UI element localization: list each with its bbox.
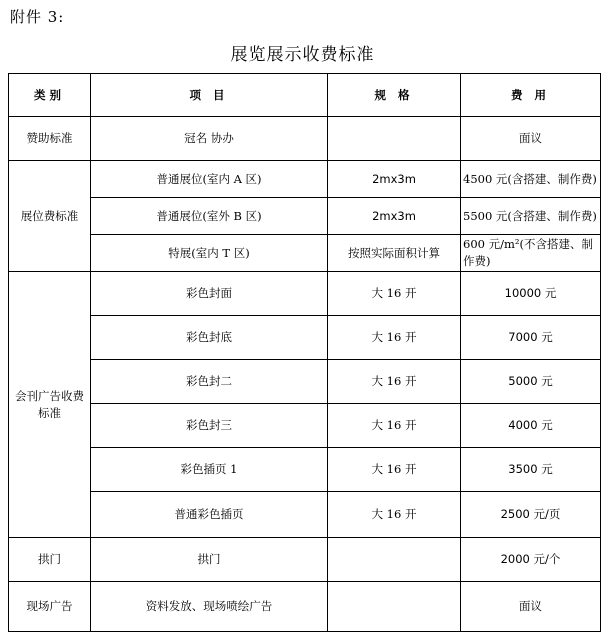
fee-cell: 2000 元/个 bbox=[461, 538, 601, 582]
table-row bbox=[9, 360, 601, 404]
header-spec: 规 格 bbox=[328, 74, 461, 117]
header-fee: 费 用 bbox=[461, 74, 601, 117]
fee-cell: 600 元/m²(不含搭建、制作费) bbox=[461, 235, 601, 272]
table-row bbox=[9, 404, 601, 448]
table-row bbox=[9, 582, 601, 632]
item-cell: 特展(室内 T 区) bbox=[91, 235, 328, 272]
item-cell: 彩色封三 bbox=[91, 404, 328, 448]
spec-cell: 大 16 开 bbox=[328, 492, 461, 538]
table-row bbox=[9, 492, 601, 538]
item-cell: 彩色封面 bbox=[91, 272, 328, 316]
spec-cell: 大 16 开 bbox=[328, 448, 461, 492]
spec-cell: 按照实际面积计算 bbox=[328, 235, 461, 272]
item-cell: 彩色封二 bbox=[91, 360, 328, 404]
table-row bbox=[9, 316, 601, 360]
spec-cell: 2mx3m bbox=[328, 161, 461, 198]
fee-cell: 5000 元 bbox=[461, 360, 601, 404]
fee-cell: 3500 元 bbox=[461, 448, 601, 492]
item-cell: 资料发放、现场喷绘广告 bbox=[91, 582, 328, 632]
spec-cell: 大 16 开 bbox=[328, 316, 461, 360]
fee-cell: 面议 bbox=[461, 117, 601, 161]
fee-cell: 2500 元/页 bbox=[461, 492, 601, 538]
item-cell: 普通展位(室内 A 区) bbox=[91, 161, 328, 198]
table-row bbox=[9, 538, 601, 582]
table-row bbox=[9, 161, 601, 198]
category-cell: 现场广告 bbox=[9, 582, 91, 632]
category-cell: 会刊广告收费标准 bbox=[9, 272, 91, 538]
spec-cell: 大 16 开 bbox=[328, 404, 461, 448]
item-cell: 彩色封底 bbox=[91, 316, 328, 360]
table-row bbox=[9, 198, 601, 235]
spec-cell bbox=[328, 538, 461, 582]
item-cell: 普通彩色插页 bbox=[91, 492, 328, 538]
page-title: 展览展示收费标准 bbox=[230, 45, 375, 65]
fee-cell: 4500 元(含搭建、制作费) bbox=[461, 161, 601, 198]
fee-cell: 4000 元 bbox=[461, 404, 601, 448]
item-cell: 拱门 bbox=[91, 538, 328, 582]
spec-cell: 大 16 开 bbox=[328, 360, 461, 404]
category-cell: 拱门 bbox=[9, 538, 91, 582]
table-row bbox=[9, 448, 601, 492]
fee-cell: 10000 元 bbox=[461, 272, 601, 316]
attachment-label: 附件 3: bbox=[10, 8, 65, 26]
category-cell: 赞助标准 bbox=[9, 117, 91, 161]
header-item: 项 目 bbox=[91, 74, 328, 117]
item-cell: 彩色插页 1 bbox=[91, 448, 328, 492]
spec-cell: 大 16 开 bbox=[328, 272, 461, 316]
table-row bbox=[9, 272, 601, 316]
fee-cell: 7000 元 bbox=[461, 316, 601, 360]
table-row bbox=[9, 117, 601, 161]
header-category: 类别 bbox=[9, 74, 91, 117]
fee-table bbox=[8, 73, 601, 632]
fee-cell: 5500 元(含搭建、制作费) bbox=[461, 198, 601, 235]
spec-cell bbox=[328, 117, 461, 161]
item-cell: 普通展位(室外 B 区) bbox=[91, 198, 328, 235]
header-row bbox=[9, 74, 601, 117]
table-row bbox=[9, 235, 601, 272]
item-cell: 冠名 协办 bbox=[91, 117, 328, 161]
spec-cell bbox=[328, 582, 461, 632]
category-cell: 展位费标准 bbox=[9, 161, 91, 272]
fee-cell: 面议 bbox=[461, 582, 601, 632]
spec-cell: 2mx3m bbox=[328, 198, 461, 235]
